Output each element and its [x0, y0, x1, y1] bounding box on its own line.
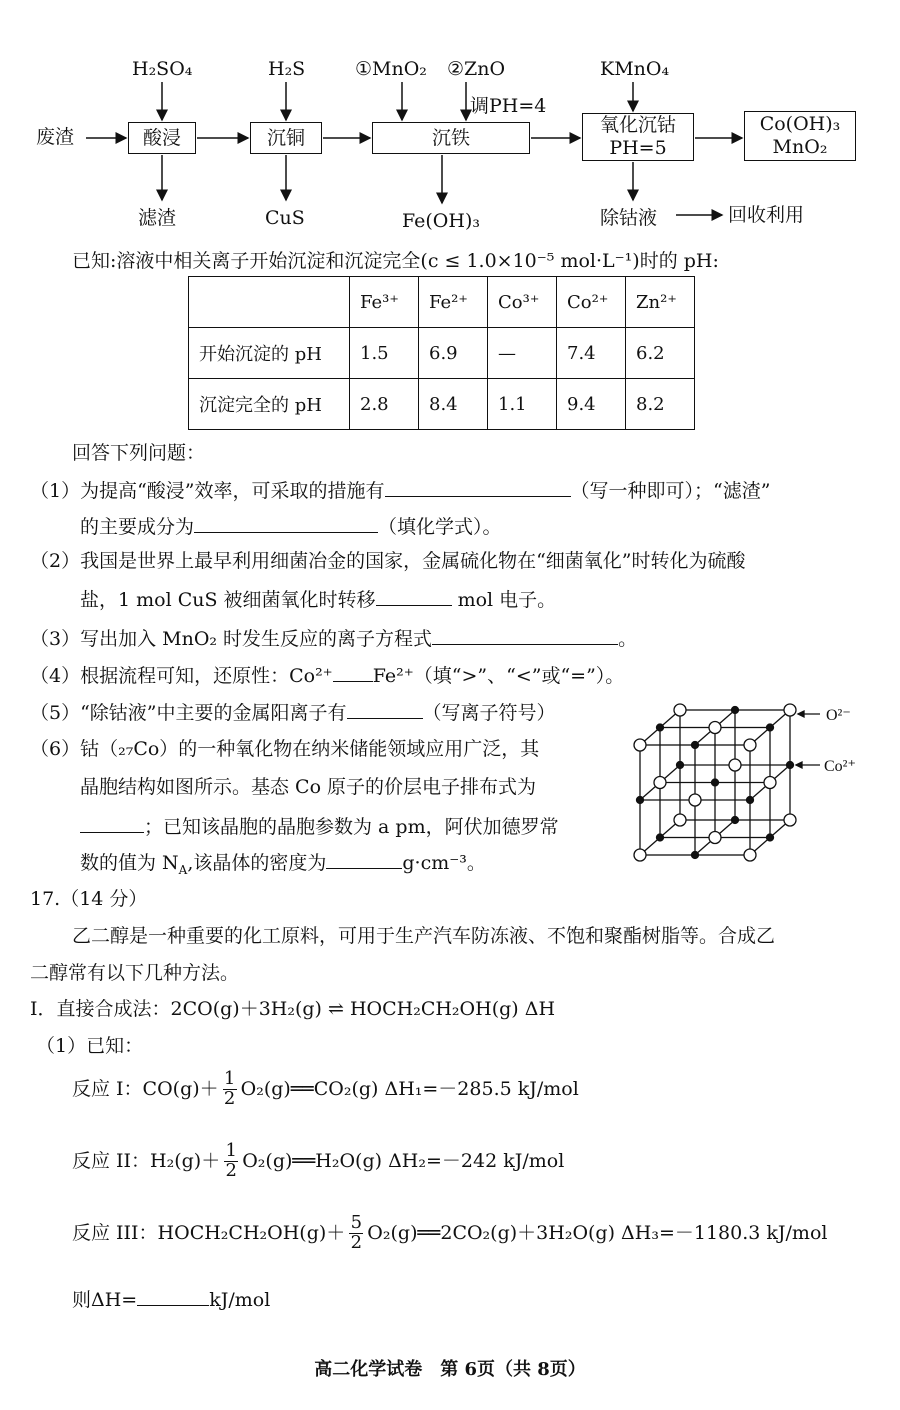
ph-adjust-note: 调PH=4 [470, 95, 547, 117]
question-2-line2 [80, 587, 556, 612]
reaction-2-post: O₂(g)══H₂O(g) ΔH₂=－242 kJ/mol [242, 1149, 565, 1172]
step-oxidize-ph: PH=5 [609, 137, 667, 159]
crystal-label-oxide: O²⁻ [826, 707, 851, 724]
reaction-3-pre: 反应 III：HOCH₂CH₂OH(g)＋ [72, 1221, 346, 1244]
q3-text-b: 。 [618, 628, 638, 650]
question-1-line2 [80, 514, 502, 539]
table-cell: 开始沉淀的 pH [189, 328, 350, 379]
table-cell: 1.1 [488, 379, 557, 430]
q6-text-e: ,该晶体的密度为 [187, 852, 327, 874]
reaction-1-post: O₂(g)══CO₂(g) ΔH₁=－285.5 kJ/mol [240, 1077, 579, 1100]
table-cell: 9.4 [557, 379, 626, 430]
table-cell: 6.2 [626, 328, 695, 379]
step-acid-leach: 酸浸 [128, 122, 196, 154]
flow-input: 废渣 [36, 126, 75, 148]
table-cell: 8.2 [626, 379, 695, 430]
table-cell: Co²⁺ [557, 277, 626, 328]
q5-text-b: （写离子符号） [422, 702, 556, 724]
fraction-numerator: 1 [225, 1140, 237, 1161]
reaction-3 [72, 1214, 827, 1253]
delta-h-blank[interactable] [137, 1287, 209, 1306]
final-mno2: MnO₂ [772, 136, 828, 158]
q6-text-f: g·cm⁻³。 [402, 852, 486, 874]
q6-text-sub: A [178, 862, 188, 877]
question-4 [30, 663, 624, 688]
crystal-label-cobalt: Co²⁺ [824, 758, 856, 775]
final-cooh3: Co(OH)₃ [759, 113, 841, 136]
q6-blank-density[interactable] [326, 850, 402, 869]
table-cell: 7.4 [557, 328, 626, 379]
table-row [189, 328, 695, 379]
q5-text-a: （5）“除钴液”中主要的金属阳离子有 [30, 702, 347, 724]
fraction-denominator: 2 [350, 1231, 363, 1253]
reaction-1-pre: 反应 I：CO(g)＋ [72, 1077, 219, 1100]
q2-blank-electrons[interactable] [376, 587, 452, 606]
table-cell: 沉淀完全的 pH [189, 379, 350, 430]
reagent-h2s: H₂S [268, 58, 306, 80]
question-3 [30, 626, 637, 651]
q1-blank-measure[interactable] [385, 478, 571, 497]
delta-h-pre: 则ΔH= [72, 1289, 138, 1311]
q3-text-a: （3）写出加入 MnO₂ 时发生反应的离子方程式 [30, 628, 433, 650]
step-oxidize-label: 氧化沉钴 [599, 114, 676, 137]
output-recycle: 回收利用 [728, 204, 805, 226]
table-cell: Zn²⁺ [626, 277, 695, 328]
q2-text-b: 盐，1 mol CuS 被细菌氧化时转移 [80, 589, 376, 611]
reagent-zno: ②ZnO [447, 58, 506, 80]
q2-text-c: mol 电子。 [451, 589, 557, 611]
table-header-row [189, 277, 695, 328]
q3-blank-equation[interactable] [432, 626, 618, 645]
q17-intro-line2: 二醇常有以下几种方法。 [30, 962, 240, 984]
question-6-line3 [80, 814, 559, 839]
questions-intro: 回答下列问题： [72, 442, 206, 464]
q1-text-d: （填化学式）。 [378, 516, 502, 538]
output-residue: 滤渣 [138, 207, 177, 229]
fraction-denominator: 2 [225, 1159, 237, 1181]
question-6-line1: （6）钴（₂₇Co）的一种氧化物在纳米储能领域应用广泛，其 [30, 738, 540, 760]
step-copper-precip: 沉铜 [250, 122, 322, 154]
table-cell: — [488, 328, 557, 379]
q6-text-d: 数的值为 N [80, 852, 179, 874]
q17-sub1: （1）已知： [36, 1035, 144, 1057]
q1-blank-residue[interactable] [194, 514, 378, 533]
table-cell [189, 277, 350, 328]
delta-h-unit: kJ/mol [209, 1289, 271, 1311]
q1-text-a: （1）为提高“酸浸”效率，可采取的措施有 [30, 480, 385, 502]
reaction-2-fraction [224, 1142, 238, 1181]
delta-h-question [72, 1287, 270, 1312]
crystal-cell-figure [620, 700, 870, 870]
question-1-line1 [30, 478, 770, 503]
q17-part1: I．直接合成法：2CO(g)＋3H₂(g) ⇌ HOCH₂CH₂OH(g) ΔH [30, 998, 556, 1020]
question-2-line1: （2）我国是世界上最早利用细菌冶金的国家，金属硫化物在“细菌氧化”时转化为硫酸 [30, 550, 746, 572]
table-cell: Fe²⁺ [419, 277, 488, 328]
known-text: 已知:溶液中相关离子开始沉淀和沉淀完全(c ≤ 1.0×10⁻⁵ mol·L⁻¹)时的 pH: [72, 250, 719, 272]
flow-arrows [0, 0, 900, 240]
table-cell: 6.9 [419, 328, 488, 379]
fraction-numerator: 5 [350, 1212, 363, 1233]
reaction-2 [72, 1142, 564, 1181]
fraction-denominator: 2 [223, 1087, 236, 1109]
output-feoh3: Fe(OH)₃ [402, 210, 480, 232]
fraction-numerator: 1 [223, 1068, 236, 1089]
q4-text-b: Fe²⁺（填“>”、“<”或“=”）。 [372, 665, 625, 687]
table-row [189, 379, 695, 430]
reaction-2-pre: 反应 II：H₂(g)＋ [72, 1149, 221, 1172]
question-6-line2: 晶胞结构如图所示。基态 Co 原子的价层电子排布式为 [80, 776, 537, 798]
page-footer: 高二化学试卷 第 6页（共 8页） [314, 1359, 586, 1380]
step-iron-precip: 沉铁 [372, 122, 530, 154]
table-cell: Co³⁺ [488, 277, 557, 328]
question-5 [30, 700, 556, 725]
q4-text-a: （4）根据流程可知，还原性：Co²⁺ [30, 665, 333, 687]
output-cus: CuS [265, 207, 305, 229]
q6-blank-config[interactable] [80, 814, 144, 833]
reaction-1-fraction [223, 1070, 237, 1109]
q1-text-b: （写一种即可）；“滤渣” [570, 480, 771, 502]
table-cell: 2.8 [350, 379, 419, 430]
q6-text-c: ；已知该晶胞的晶胞参数为 a pm，阿伏加德罗常 [144, 816, 559, 838]
table-cell: 8.4 [419, 379, 488, 430]
output-cobalt-removed: 除钴液 [600, 207, 658, 229]
reagent-mno2: ①MnO₂ [355, 58, 427, 80]
q4-blank-compare[interactable] [333, 663, 373, 682]
q17-intro-line1: 乙二醇是一种重要的化工原料，可用于生产汽车防冻液、不饱和聚酯树脂等。合成乙 [72, 925, 776, 947]
reaction-3-fraction [349, 1214, 363, 1253]
q1-text-c: 的主要成分为 [80, 516, 195, 538]
reagent-kmno4: KMnO₄ [600, 58, 670, 80]
table-cell: Fe³⁺ [350, 277, 419, 328]
reaction-3-post: O₂(g)══2CO₂(g)＋3H₂O(g) ΔH₃=－1180.3 kJ/mol [367, 1221, 828, 1244]
ph-table [188, 276, 695, 430]
q17-title: 17.（14 分） [30, 888, 148, 910]
reagent-h2so4: H₂SO₄ [132, 58, 193, 80]
question-6-line4 [80, 850, 486, 877]
table-cell: 1.5 [350, 328, 419, 379]
q5-blank-ions[interactable] [347, 700, 423, 719]
reaction-1 [72, 1070, 579, 1109]
